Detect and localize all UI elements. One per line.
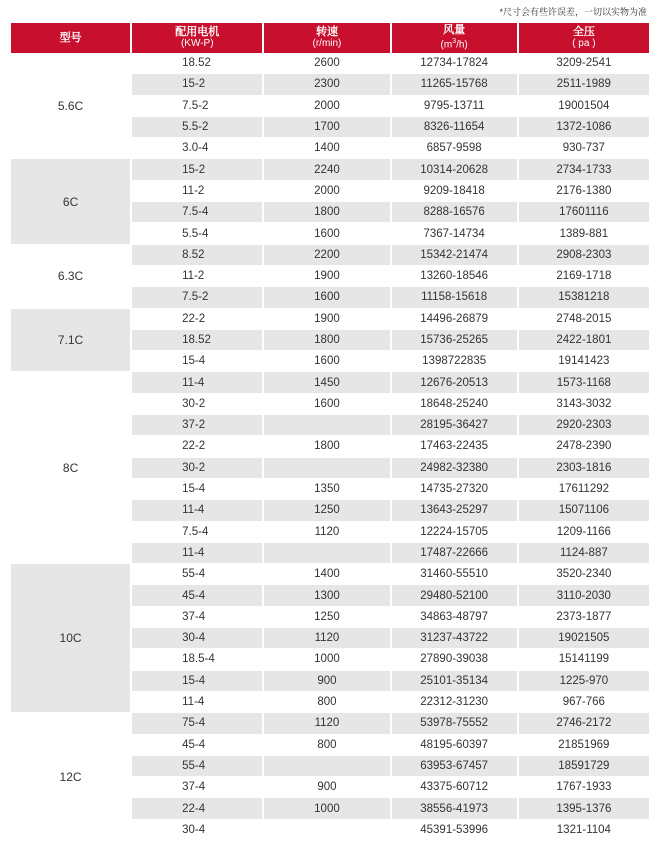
header-motor: 配用电机 (KW-P) (132, 23, 262, 53)
airflow-cell: 14496-26879 (392, 309, 517, 330)
airflow-cell: 13260-18546 (392, 266, 517, 287)
speed-cell (264, 756, 389, 777)
airflow-cell: 38556-41973 (392, 798, 517, 819)
speed-cell: 2600 (264, 53, 389, 74)
airflow-cell: 25101-35134 (392, 671, 517, 692)
speed-cell: 1000 (264, 649, 389, 670)
speed-cell: 1800 (264, 436, 389, 457)
airflow-cell: 8326-11654 (392, 117, 517, 138)
motor-cell: 11-4 (132, 500, 262, 521)
header-model: 型号 (11, 23, 130, 53)
speed-cell: 1400 (264, 564, 389, 585)
speed-cell: 1800 (264, 202, 389, 223)
motor-cell: 37-4 (132, 777, 262, 798)
speed-cell: 1120 (264, 522, 389, 543)
speed-cell: 1450 (264, 372, 389, 393)
airflow-cell: 53978-75552 (392, 713, 517, 734)
pressure-cell: 1124-887 (519, 543, 649, 564)
airflow-cell: 24982-32380 (392, 458, 517, 479)
pressure-cell: 17611292 (519, 479, 649, 500)
pressure-cell: 2303-1816 (519, 458, 649, 479)
airflow-cell: 1398722835 (392, 351, 517, 372)
speed-cell: 1250 (264, 607, 389, 628)
pressure-cell: 1321-1104 (519, 820, 649, 841)
speed-cell: 1600 (264, 223, 389, 244)
airflow-cell: 18648-25240 (392, 394, 517, 415)
motor-cell: 11-4 (132, 543, 262, 564)
motor-cell: 18.5-4 (132, 649, 262, 670)
pressure-cell: 3520-2340 (519, 564, 649, 585)
motor-cell: 15-2 (132, 74, 262, 95)
motor-cell: 22-2 (132, 436, 262, 457)
speed-cell (264, 458, 389, 479)
motor-cell: 7.5-2 (132, 287, 262, 308)
table-row (11, 53, 649, 74)
pressure-cell: 2748-2015 (519, 309, 649, 330)
pressure-cell: 17601116 (519, 202, 649, 223)
speed-cell: 1600 (264, 351, 389, 372)
airflow-cell: 34863-48797 (392, 607, 517, 628)
fan-spec-table (9, 23, 651, 841)
airflow-cell: 45391-53996 (392, 820, 517, 841)
pressure-cell: 2734-1733 (519, 159, 649, 180)
motor-cell: 37-2 (132, 415, 262, 436)
speed-cell: 1600 (264, 394, 389, 415)
speed-cell: 2200 (264, 245, 389, 266)
model-cell: 10C (11, 564, 130, 713)
pressure-cell: 2176-1380 (519, 181, 649, 202)
motor-cell: 11-2 (132, 181, 262, 202)
pressure-cell: 2478-2390 (519, 436, 649, 457)
speed-cell: 1700 (264, 117, 389, 138)
pressure-cell: 1372-1086 (519, 117, 649, 138)
motor-cell: 30-2 (132, 458, 262, 479)
airflow-cell: 6857-9598 (392, 138, 517, 159)
motor-cell: 15-2 (132, 159, 262, 180)
speed-cell: 1250 (264, 500, 389, 521)
airflow-cell: 27890-39038 (392, 649, 517, 670)
speed-cell: 1600 (264, 287, 389, 308)
motor-cell: 22-4 (132, 798, 262, 819)
pressure-cell: 15141199 (519, 649, 649, 670)
motor-cell: 30-2 (132, 394, 262, 415)
airflow-cell: 11158-15618 (392, 287, 517, 308)
airflow-cell: 7367-14734 (392, 223, 517, 244)
pressure-cell: 2920-2303 (519, 415, 649, 436)
motor-cell: 37-4 (132, 607, 262, 628)
pressure-cell: 21851969 (519, 735, 649, 756)
model-cell: 7.1C (11, 309, 130, 373)
disclaimer-note: *尺寸会有些许误差，一切以实物为准 (499, 7, 647, 17)
motor-cell: 15-4 (132, 671, 262, 692)
airflow-cell: 43375-60712 (392, 777, 517, 798)
pressure-cell: 2511-1989 (519, 74, 649, 95)
table-row (11, 372, 649, 393)
speed-cell (264, 543, 389, 564)
motor-cell: 75-4 (132, 713, 262, 734)
motor-cell: 55-4 (132, 564, 262, 585)
motor-cell: 7.5-4 (132, 202, 262, 223)
motor-cell: 45-4 (132, 735, 262, 756)
airflow-cell: 11265-15768 (392, 74, 517, 95)
table-row (11, 564, 649, 585)
airflow-cell: 31460-55510 (392, 564, 517, 585)
model-cell: 6.3C (11, 245, 130, 309)
airflow-cell: 28195-36427 (392, 415, 517, 436)
motor-cell: 11-4 (132, 372, 262, 393)
table-header-row (11, 23, 649, 53)
motor-cell: 5.5-4 (132, 223, 262, 244)
speed-cell: 2000 (264, 181, 389, 202)
speed-cell: 1400 (264, 138, 389, 159)
airflow-cell: 14735-27320 (392, 479, 517, 500)
table-row (11, 245, 649, 266)
motor-cell: 11-2 (132, 266, 262, 287)
motor-cell: 8.52 (132, 245, 262, 266)
pressure-cell: 930-737 (519, 138, 649, 159)
motor-cell: 45-4 (132, 585, 262, 606)
speed-cell: 2300 (264, 74, 389, 95)
airflow-cell: 12734-17824 (392, 53, 517, 74)
motor-cell: 18.52 (132, 330, 262, 351)
header-airflow: 风量 $(m^3/h)$ (392, 23, 517, 53)
pressure-cell: 1395-1376 (519, 798, 649, 819)
motor-cell: 30-4 (132, 820, 262, 841)
speed-cell: 1350 (264, 479, 389, 500)
header-pressure: 全压 ( pa ) (519, 23, 649, 53)
pressure-cell: 18591729 (519, 756, 649, 777)
pressure-cell: 3110-2030 (519, 585, 649, 606)
speed-cell: 2240 (264, 159, 389, 180)
airflow-cell: 8288-16576 (392, 202, 517, 223)
speed-cell: 1120 (264, 628, 389, 649)
speed-cell: 900 (264, 777, 389, 798)
pressure-cell: 2169-1718 (519, 266, 649, 287)
motor-cell: 5.5-2 (132, 117, 262, 138)
airflow-cell: 12676-20513 (392, 372, 517, 393)
speed-cell: 1900 (264, 309, 389, 330)
motor-cell: 15-4 (132, 479, 262, 500)
airflow-cell: 29480-52100 (392, 585, 517, 606)
pressure-cell: 15381218 (519, 287, 649, 308)
pressure-cell: 967-766 (519, 692, 649, 713)
pressure-cell: 15071106 (519, 500, 649, 521)
table-row (11, 159, 649, 180)
pressure-cell: 1573-1168 (519, 372, 649, 393)
motor-cell: 7.5-2 (132, 96, 262, 117)
pressure-cell: 2373-1877 (519, 607, 649, 628)
motor-cell: 22-2 (132, 309, 262, 330)
pressure-cell: 19021505 (519, 628, 649, 649)
pressure-cell: 1767-1933 (519, 777, 649, 798)
pressure-cell: 1209-1166 (519, 522, 649, 543)
pressure-cell: 2908-2303 (519, 245, 649, 266)
airflow-cell: 12224-15705 (392, 522, 517, 543)
motor-cell: 15-4 (132, 351, 262, 372)
model-cell: 12C (11, 713, 130, 841)
airflow-cell: 15736-25265 (392, 330, 517, 351)
pressure-cell: 1389-881 (519, 223, 649, 244)
airflow-cell: 17487-22666 (392, 543, 517, 564)
speed-cell: 1900 (264, 266, 389, 287)
airflow-cell: 17463-22435 (392, 436, 517, 457)
airflow-cell: 10314-20628 (392, 159, 517, 180)
airflow-cell: 13643-25297 (392, 500, 517, 521)
model-cell: 8C (11, 372, 130, 564)
motor-cell: 11-4 (132, 692, 262, 713)
model-cell: 5.6C (11, 53, 130, 159)
airflow-cell: 63953-67457 (392, 756, 517, 777)
speed-cell: 800 (264, 735, 389, 756)
speed-cell: 800 (264, 692, 389, 713)
pressure-cell: 3143-3032 (519, 394, 649, 415)
model-cell: 6C (11, 159, 130, 244)
header-speed: 转速 (r/min) (264, 23, 389, 53)
airflow-cell: 9795-13711 (392, 96, 517, 117)
speed-cell (264, 415, 389, 436)
pressure-cell: 2746-2172 (519, 713, 649, 734)
pressure-cell: 3209-2541 (519, 53, 649, 74)
airflow-cell: 48195-60397 (392, 735, 517, 756)
pressure-cell: 1225-970 (519, 671, 649, 692)
speed-cell: 1300 (264, 585, 389, 606)
speed-cell: 2000 (264, 96, 389, 117)
motor-cell: 3.0-4 (132, 138, 262, 159)
airflow-cell: 22312-31230 (392, 692, 517, 713)
motor-cell: 18.52 (132, 53, 262, 74)
speed-cell: 900 (264, 671, 389, 692)
airflow-cell: 15342-21474 (392, 245, 517, 266)
table-row (11, 309, 649, 330)
pressure-cell: 19141423 (519, 351, 649, 372)
speed-cell: 1000 (264, 798, 389, 819)
speed-cell: 1120 (264, 713, 389, 734)
pressure-cell: 2422-1801 (519, 330, 649, 351)
pressure-cell: 19001504 (519, 96, 649, 117)
table-row (11, 713, 649, 734)
speed-cell: 1800 (264, 330, 389, 351)
airflow-cell: 31237-43722 (392, 628, 517, 649)
airflow-cell: 9209-18418 (392, 181, 517, 202)
motor-cell: 7.5-4 (132, 522, 262, 543)
motor-cell: 30-4 (132, 628, 262, 649)
motor-cell: 55-4 (132, 756, 262, 777)
table-body (11, 53, 649, 841)
